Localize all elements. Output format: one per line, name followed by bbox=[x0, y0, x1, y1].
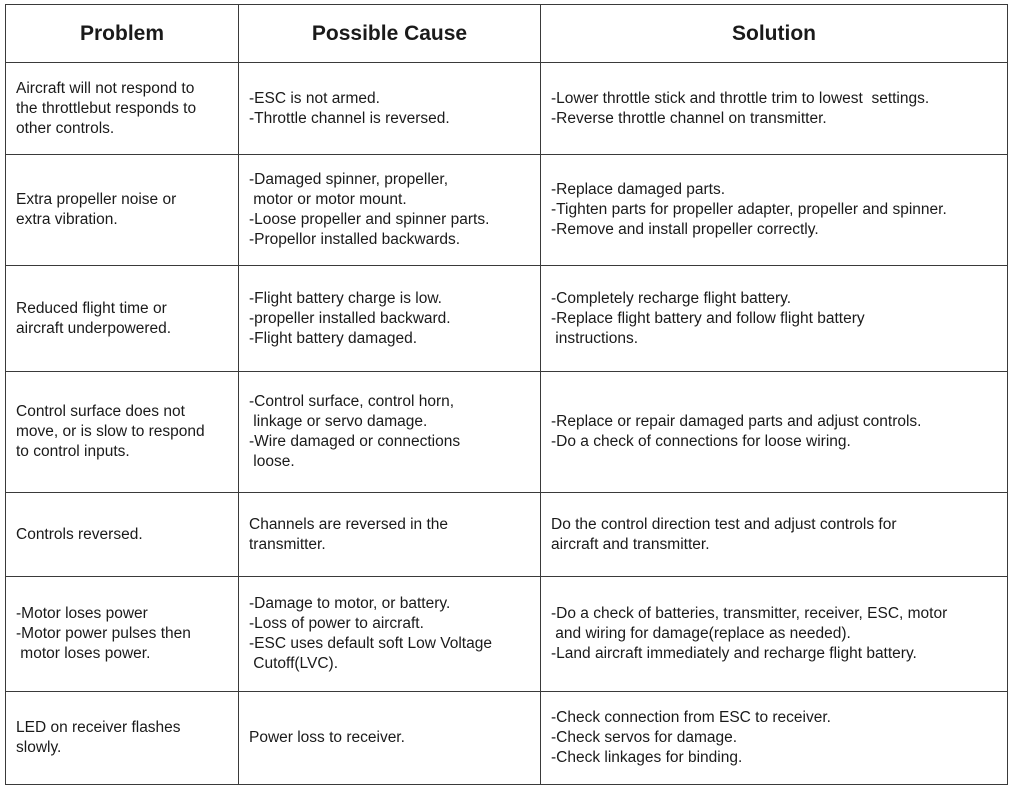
table-row bbox=[6, 63, 1008, 155]
cause-cell bbox=[239, 63, 541, 155]
cell-text-line: linkage or servo damage. bbox=[249, 413, 428, 430]
cause-cell bbox=[239, 372, 541, 493]
cause-cell bbox=[239, 577, 541, 692]
cell-text-line: -Check linkages for binding. bbox=[551, 749, 743, 766]
solution-cell bbox=[541, 266, 1008, 372]
table-row bbox=[6, 266, 1008, 372]
cell-text-line: transmitter. bbox=[249, 535, 326, 553]
cell-text-line: -Do a check of batteries, transmitter, receiver, ESC, motor bbox=[551, 605, 948, 622]
table-row bbox=[6, 493, 1008, 577]
header-row bbox=[6, 5, 1008, 63]
problem-cell bbox=[6, 63, 239, 155]
header-problem: Problem bbox=[6, 5, 239, 63]
cell-text-line: other controls. bbox=[16, 119, 115, 137]
solution-cell bbox=[541, 155, 1008, 266]
cell-text-line: -ESC uses default soft Low Voltage bbox=[249, 635, 492, 652]
cell-text-line: -Lower throttle stick and throttle trim to lowest settings. bbox=[551, 89, 930, 107]
problem-cell bbox=[6, 493, 239, 577]
cell-text-line: -Check servos for damage. bbox=[551, 729, 738, 746]
cell-text-line: -Propellor installed backwards. bbox=[249, 231, 461, 248]
cell-text-line: Do the control direction test and adjust controls for bbox=[551, 515, 897, 533]
cell-text-line: -Control surface, control horn, bbox=[249, 393, 455, 410]
cell-text-line: -Damaged spinner, propeller, bbox=[249, 171, 449, 188]
solution-cell bbox=[541, 63, 1008, 155]
cell-text-line: -Flight battery damaged. bbox=[249, 329, 418, 347]
cell-text-line: the throttlebut responds to bbox=[16, 99, 197, 117]
cell-text-line: -Tighten parts for propeller adapter, propeller and spinner. bbox=[551, 201, 947, 218]
table-row bbox=[6, 155, 1008, 266]
cell-text-line: -Damage to motor, or battery. bbox=[249, 595, 451, 612]
table-row bbox=[6, 577, 1008, 692]
cell-text-line: extra vibration. bbox=[16, 211, 118, 228]
table-body bbox=[6, 63, 1008, 785]
cell-text-line: -Loss of power to aircraft. bbox=[249, 615, 424, 632]
cell-text-line: -Remove and install propeller correctly. bbox=[551, 221, 819, 238]
cell-text-line: Cutoff(LVC). bbox=[249, 655, 339, 672]
cell-text-line: -Flight battery charge is low. bbox=[249, 289, 442, 307]
cause-cell bbox=[239, 692, 541, 785]
cell-text-line: -Motor power pulses then bbox=[16, 625, 191, 642]
cell-text-line: move, or is slow to respond bbox=[16, 423, 205, 440]
cell-text-line: Controls reversed. bbox=[16, 525, 143, 543]
cell-text-line: -Replace flight battery and follow flight battery bbox=[551, 309, 865, 327]
cell-text-line: Extra propeller noise or bbox=[16, 191, 177, 208]
cell-text-line: Power loss to receiver. bbox=[249, 729, 405, 746]
cell-text-line: -Do a check of connections for loose wiring. bbox=[551, 433, 851, 450]
cause-cell bbox=[239, 493, 541, 577]
troubleshooting-table bbox=[5, 4, 1008, 785]
cell-text-line: -Wire damaged or connections bbox=[249, 433, 461, 450]
cell-text-line: -Motor loses power bbox=[16, 605, 148, 622]
header-solution: Solution bbox=[541, 5, 1008, 63]
cell-text-line: -Replace or repair damaged parts and adjust controls. bbox=[551, 413, 922, 430]
cell-text-line: aircraft underpowered. bbox=[16, 319, 172, 337]
table-row bbox=[6, 372, 1008, 493]
header-possible-cause: Possible Cause bbox=[239, 5, 541, 63]
cell-text-line: -ESC is not armed. bbox=[249, 89, 380, 107]
solution-cell bbox=[541, 493, 1008, 577]
problem-cell bbox=[6, 577, 239, 692]
cell-text-line: and wiring for damage(replace as needed). bbox=[551, 625, 851, 642]
cell-text-line: slowly. bbox=[16, 739, 62, 756]
cell-text-line: -Reverse throttle channel on transmitter. bbox=[551, 109, 827, 127]
problem-cell bbox=[6, 372, 239, 493]
cell-text-line: aircraft and transmitter. bbox=[551, 535, 710, 553]
cell-text-line: motor or motor mount. bbox=[249, 191, 407, 208]
cell-text-line: -Replace damaged parts. bbox=[551, 181, 726, 198]
solution-cell bbox=[541, 372, 1008, 493]
cell-text-line: -Land aircraft immediately and recharge flight battery. bbox=[551, 645, 917, 662]
problem-cell bbox=[6, 155, 239, 266]
cell-text-line: to control inputs. bbox=[16, 443, 130, 460]
problem-cell bbox=[6, 266, 239, 372]
cell-text-line: Reduced flight time or bbox=[16, 299, 167, 317]
cell-text-line: loose. bbox=[249, 453, 295, 470]
cell-text-line: instructions. bbox=[551, 329, 639, 347]
cell-text-line: -Completely recharge flight battery. bbox=[551, 289, 792, 307]
cell-text-line: LED on receiver flashes bbox=[16, 719, 181, 736]
cell-text-line: motor loses power. bbox=[16, 645, 151, 662]
cell-text-line: -Loose propeller and spinner parts. bbox=[249, 211, 490, 228]
cause-cell bbox=[239, 266, 541, 372]
cell-text-line: Channels are reversed in the bbox=[249, 515, 449, 533]
solution-cell bbox=[541, 577, 1008, 692]
cell-text-line: -propeller installed backward. bbox=[249, 309, 451, 327]
cell-text-line: -Check connection from ESC to receiver. bbox=[551, 709, 831, 726]
cell-text-line: Control surface does not bbox=[16, 403, 185, 420]
table-row bbox=[6, 692, 1008, 785]
cell-text-line: -Throttle channel is reversed. bbox=[249, 109, 450, 127]
cause-cell bbox=[239, 155, 541, 266]
problem-cell bbox=[6, 692, 239, 785]
solution-cell bbox=[541, 692, 1008, 785]
cell-text-line: Aircraft will not respond to bbox=[16, 79, 195, 97]
